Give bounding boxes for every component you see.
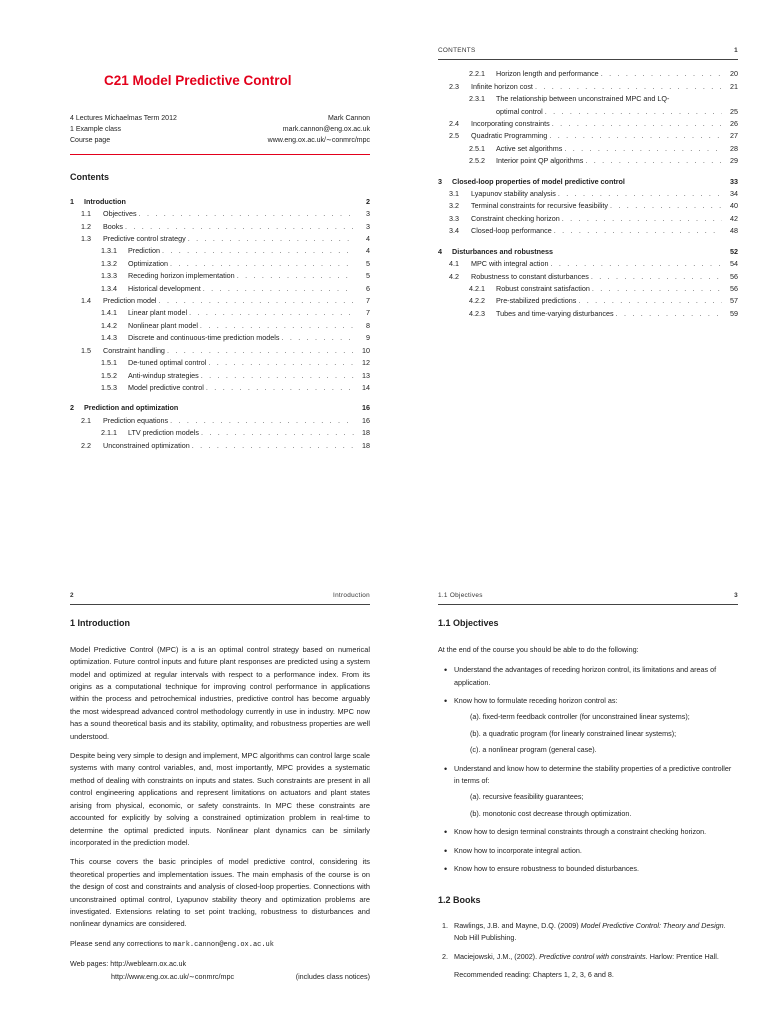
toc-title: Interior point QP algorithms — [496, 156, 584, 166]
toc-title: Prediction equations — [103, 415, 169, 425]
toc-title: Discrete and continuous-time prediction models — [128, 333, 280, 343]
toc-title: Introduction — [84, 196, 126, 206]
web-link[interactable]: http://www.eng.ox.ac.uk/∼conmrc/mpc — [111, 971, 235, 981]
toc-entry[interactable] — [438, 283, 738, 295]
toc-page-number: 2 — [366, 196, 370, 206]
toc-title: Horizon length and performance — [496, 69, 599, 79]
toc-leader-dots — [125, 221, 354, 233]
web-pages — [70, 958, 370, 983]
toc-page-number: 12 — [362, 358, 370, 368]
toc-leader-dots — [585, 155, 722, 167]
toc-leader-dots — [237, 270, 354, 282]
toc-number: 1.3.3 — [101, 271, 117, 281]
toc-leader-dots — [170, 415, 354, 427]
toc-entry[interactable] — [438, 155, 738, 167]
toc-number: 2.1.1 — [101, 428, 117, 438]
toc-entry[interactable] — [438, 258, 738, 270]
toc-page-number: 48 — [730, 226, 738, 236]
sub-item: (a). fixed-term feedback controller (for unconstrained linear systems); — [470, 712, 690, 722]
book-item — [438, 951, 738, 963]
toc-title: Closed-loop performance — [471, 226, 552, 236]
toc-leader-dots — [578, 295, 722, 307]
toc-leader-dots — [535, 81, 722, 93]
meta-left: 4 Lectures Michaelmas Term 2012 — [70, 115, 177, 123]
toc-entry[interactable] — [438, 118, 738, 130]
book-item — [438, 920, 738, 945]
toc-leader-dots — [591, 271, 722, 283]
toc-page-number: 29 — [730, 156, 738, 166]
section-heading: 1.1 Objectives — [438, 618, 499, 629]
meta-row — [70, 113, 370, 124]
meta-left: Course page — [70, 137, 111, 145]
toc-title: Closed-loop properties of model predictive control — [452, 176, 625, 186]
toc-number: 2.4 — [449, 119, 459, 129]
toc-page-number: 57 — [730, 296, 738, 306]
toc-leader-dots — [549, 130, 722, 142]
toc-number: 2.5 — [449, 131, 459, 141]
toc-entry[interactable] — [438, 225, 738, 237]
toc-number: 4.2 — [449, 271, 459, 281]
toc-leader-dots — [564, 143, 722, 155]
toc-page-number: 16 — [362, 403, 370, 413]
toc-number: 1.3.1 — [101, 246, 117, 256]
book-title: Predictive control with constraints. — [539, 951, 648, 961]
toc-title: LTV prediction models — [128, 428, 199, 438]
books-list — [438, 920, 738, 963]
toc-entry[interactable] — [438, 308, 738, 320]
toc-title: Optimization — [128, 258, 168, 268]
toc-entry[interactable] — [70, 332, 370, 344]
toc-number: 1.4.1 — [101, 308, 117, 318]
toc-leader-dots — [201, 427, 354, 439]
toc-leader-dots — [616, 308, 722, 320]
toc-entry[interactable] — [70, 440, 370, 452]
meta-row — [70, 124, 370, 135]
book-publisher: Harlow: Prentice Hall. — [647, 951, 719, 961]
running-header — [438, 45, 738, 60]
sub-item: (b). a quadratic program (for linearly constrained linear systems); — [470, 728, 677, 738]
toc-entry[interactable] — [70, 270, 370, 282]
toc-leader-dots — [592, 283, 722, 295]
toc-title: Unconstrained optimization — [103, 440, 190, 450]
toc-leader-dots — [192, 440, 354, 452]
toc-entry[interactable] — [70, 370, 370, 382]
toc-leader-dots — [159, 295, 354, 307]
page-2 — [438, 45, 738, 320]
list-item — [438, 763, 738, 821]
recommended-reading: Recommended reading: Chapters 1, 2, 3, 6 and 8. — [454, 970, 614, 980]
toc-title: Constraint handling — [103, 345, 165, 355]
toc-number: 2.2.1 — [469, 69, 485, 79]
toc-number: 1.5.2 — [101, 370, 117, 380]
header-right: Introduction — [333, 592, 370, 599]
toc-page-number: 20 — [730, 69, 738, 79]
toc-number: 3 — [438, 176, 442, 186]
toc-title: De-tuned optimal control — [128, 358, 207, 368]
toc-entry[interactable] — [438, 130, 738, 142]
list-item-text: Understand and know how to determine the stability properties of a predictive controller in terms of: — [454, 763, 732, 786]
toc-number: 1.5 — [81, 345, 91, 355]
toc-page-number: 56 — [730, 271, 738, 281]
toc-entry[interactable] — [70, 258, 370, 270]
toc-number: 3.4 — [449, 226, 459, 236]
corrections-email[interactable]: mark.cannon@eng.ox.ac.uk — [173, 940, 274, 949]
toc-leader-dots — [167, 345, 354, 357]
page-number: 3 — [734, 592, 738, 599]
toc-page-number: 9 — [366, 333, 370, 343]
toc-leader-dots — [562, 213, 722, 225]
list-item: • Know how to incorporate integral action. — [438, 845, 738, 857]
toc-page-number: 28 — [730, 143, 738, 153]
toc-entry[interactable] — [70, 283, 370, 295]
toc-page-number: 21 — [730, 81, 738, 91]
toc-page-number: 52 — [730, 246, 738, 256]
toc-entry[interactable] — [70, 357, 370, 369]
toc-number: 3.1 — [449, 189, 459, 199]
toc-number: 4.2.2 — [469, 296, 485, 306]
toc-number: 2 — [70, 403, 74, 413]
meta-left: 1 Example class — [70, 126, 121, 134]
section-heading: 1 Introduction — [70, 618, 130, 629]
toc-leader-dots — [200, 320, 354, 332]
book-author: Rawlings, J.B. and Mayne, D.Q. (2009) — [454, 920, 581, 930]
sub-item: (a). recursive feasibility guarantees; — [470, 792, 584, 802]
paragraph: Despite being very simple to design and implement, MPC algorithms can control large scale systems with many control variables, and, most importantly, MPC provides a systematic method of dealing with constraints on inputs and states. Such constraints are present in all control engineering applications and represent limitations on actuators and plant states arising from physical, economic, or safety constraints. In MPC these constraints are accounted for explicitly by solving a constrained optimization problem in real-time to determine the optimal predicted inputs. Nonlinear plant dynamics can be similarly incorporated in the prediction model. — [70, 751, 370, 847]
book-publisher: Nob Hill Publishing. — [454, 933, 517, 943]
toc-leader-dots — [551, 258, 723, 270]
toc-page-number: 14 — [362, 382, 370, 392]
web-label: Web pages: — [70, 959, 109, 969]
toc-number: 1.4.3 — [101, 333, 117, 343]
toc-title: optimal control — [496, 106, 543, 116]
web-line-1 — [70, 958, 370, 970]
toc-entry[interactable] — [438, 106, 738, 118]
toc-number: 1.3.4 — [101, 283, 117, 293]
header-left: 1.1 Objectives — [438, 592, 483, 599]
toc-page-number: 56 — [730, 283, 738, 293]
toc-entry[interactable] — [70, 307, 370, 319]
toc-leader-dots — [206, 382, 354, 394]
toc-title: Prediction — [128, 246, 160, 256]
list-item — [438, 695, 738, 757]
toc-page-number: 4 — [366, 234, 370, 244]
toc-title: Predictive control strategy — [103, 234, 186, 244]
toc-page-number: 10 — [362, 345, 370, 355]
running-header — [438, 590, 738, 605]
toc-title: Robustness to constant disturbances — [471, 271, 589, 281]
toc-entry[interactable] — [438, 271, 738, 283]
toc-number: 1.5.3 — [101, 382, 117, 392]
toc-entry[interactable] — [438, 143, 738, 155]
page-1 — [70, 45, 370, 452]
toc-title: Nonlinear plant model — [128, 320, 198, 330]
toc-chapter-entry[interactable] — [70, 402, 370, 414]
toc-title: Constraint checking horizon — [471, 213, 560, 223]
paragraph: This course covers the basic principles of model predictive control, considering its theoretical properties and implementation issues. The main emphasis of the course is on the design of cost and constraints and analysis of closed-loop properties. Connections with unconstrained optimal control, Lyapunov stability theory and optimization problems are investigated. Extensions relating to set point tracking, robustness to disturbances and nonlinear dynamics are considered. — [70, 857, 370, 929]
toc-title: Books — [103, 221, 123, 231]
toc-number: 2.5.1 — [469, 143, 485, 153]
book-number: 1. — [442, 920, 448, 930]
toc-page-number: 25 — [730, 106, 738, 116]
toc-title: Prediction model — [103, 296, 157, 306]
toc-title: Infinite horizon cost — [471, 81, 533, 91]
meta-right[interactable]: mark.cannon@eng.ox.ac.uk — [282, 126, 370, 134]
section-heading: 1.2 Books — [438, 894, 481, 905]
toc-leader-dots — [203, 283, 354, 295]
sub-item: (c). a nonlinear program (general case). — [470, 745, 597, 755]
corrections-text: Please send any corrections to — [70, 938, 174, 948]
page-number: 2 — [70, 592, 74, 599]
toc-title: Pre-stabilized predictions — [496, 296, 577, 306]
toc-leader-dots — [554, 225, 722, 237]
toc-leader-dots — [610, 200, 722, 212]
course-meta — [70, 113, 370, 146]
toc-leader-dots — [170, 258, 354, 270]
toc-number: 1.4.2 — [101, 320, 117, 330]
toc-leader-dots — [208, 357, 354, 369]
toc-page-number: 40 — [730, 201, 738, 211]
table-of-contents — [70, 196, 370, 452]
toc-chapter-entry[interactable] — [438, 246, 738, 258]
objectives-list — [438, 664, 738, 875]
toc-title: Lyapunov stability analysis — [471, 189, 556, 199]
toc-page-number: 7 — [366, 296, 370, 306]
toc-entry[interactable] — [438, 68, 738, 80]
toc-title: Linear plant model — [128, 308, 188, 318]
contents-heading: Contents — [70, 172, 109, 183]
toc-page-number: 7 — [366, 308, 370, 318]
toc-page-number: 34 — [730, 189, 738, 199]
book-title: Model Predictive Control: Theory and Design. — [580, 920, 726, 930]
toc-title: Quadratic Programming — [471, 131, 548, 141]
toc-leader-dots — [281, 332, 354, 344]
toc-page-number: 42 — [730, 213, 738, 223]
web-line-2 — [70, 971, 370, 983]
toc-entry[interactable] — [438, 213, 738, 225]
red-divider — [70, 154, 370, 155]
toc-number: 4.2.1 — [469, 283, 485, 293]
toc-number: 1.1 — [81, 209, 91, 219]
toc-entry[interactable] — [70, 221, 370, 233]
toc-title: Disturbances and robustness — [452, 246, 554, 256]
toc-number: 1.2 — [81, 221, 91, 231]
page-4 — [438, 590, 738, 982]
toc-page-number: 3 — [366, 221, 370, 231]
toc-number: 2.3 — [449, 81, 459, 91]
running-header — [70, 590, 370, 605]
meta-row — [70, 135, 370, 146]
toc-leader-dots — [189, 307, 354, 319]
toc-number: 3.2 — [449, 201, 459, 211]
toc-entry[interactable] — [70, 245, 370, 257]
toc-page-number: 8 — [366, 320, 370, 330]
toc-number: 2.3.1 — [469, 94, 485, 104]
toc-page-number: 5 — [366, 271, 370, 281]
toc-entry[interactable] — [70, 295, 370, 307]
toc-entry[interactable] — [438, 295, 738, 307]
toc-number: 2.2 — [81, 440, 91, 450]
toc-number: 1.4 — [81, 296, 91, 306]
table-of-contents-continued — [438, 68, 738, 320]
toc-number: 4.2.3 — [469, 308, 485, 318]
toc-number: 2.1 — [81, 415, 91, 425]
web-note: (includes class notices) — [295, 971, 370, 981]
page-number: 1 — [734, 47, 738, 54]
list-item: • Know how to ensure robustness to bounded disturbances. — [438, 863, 738, 875]
toc-chapter-entry[interactable] — [438, 176, 738, 188]
toc-number: 4.1 — [449, 259, 459, 269]
toc-number: 1 — [70, 196, 74, 206]
toc-chapter-entry[interactable] — [70, 196, 370, 208]
sub-item: (b). monotonic cost decrease through optimization. — [470, 808, 632, 818]
toc-number: 1.3 — [81, 234, 91, 244]
toc-number: 1.3.2 — [101, 258, 117, 268]
toc-entry[interactable] — [70, 427, 370, 439]
toc-page-number: 54 — [730, 259, 738, 269]
toc-title: Anti-windup strategies — [128, 370, 199, 380]
toc-entry[interactable] — [70, 345, 370, 357]
toc-number: 2.5.2 — [469, 156, 485, 166]
meta-right: Mark Cannon — [327, 115, 370, 123]
toc-entry[interactable] — [438, 93, 738, 105]
list-item-text: Know how to formulate receding horizon control as: — [454, 696, 618, 706]
toc-page-number: 33 — [730, 176, 738, 186]
paragraph: Model Predictive Control (MPC) is a is an optimal control strategy based on numerical optimization. Future control inputs and future plant responses are predicted using a system model and optimized at regular intervals with respect to a performance index. From its origins as a computational technique for improving control performance in applications within the process and petrochemical industries, predictive control has become arguably the most widespread advanced control methodology currently in use in industry. MPC now has a sound theoretical basis and its stability, optimality, and robustness properties are well understood. — [70, 644, 370, 741]
toc-entry[interactable] — [438, 188, 738, 200]
toc-leader-dots — [201, 370, 354, 382]
toc-page-number: 13 — [362, 370, 370, 380]
toc-leader-dots — [552, 118, 722, 130]
toc-page-number: 27 — [730, 131, 738, 141]
list-item: • Know how to design terminal constraints through a constraint checking horizon. — [438, 826, 738, 838]
toc-page-number: 5 — [366, 258, 370, 268]
toc-leader-dots — [545, 106, 722, 118]
toc-number: 3.3 — [449, 213, 459, 223]
toc-title: The relationship between unconstrained MPC and LQ- — [496, 94, 670, 104]
toc-page-number: 16 — [362, 415, 370, 425]
toc-title: Prediction and optimization — [84, 403, 179, 413]
document-title: C21 Model Predictive Control — [104, 73, 292, 88]
toc-leader-dots — [139, 208, 354, 220]
book-number: 2. — [442, 951, 448, 961]
toc-leader-dots — [162, 245, 354, 257]
web-link[interactable]: http://weblearn.ox.ac.uk — [110, 959, 187, 969]
toc-entry[interactable] — [70, 415, 370, 427]
toc-page-number: 3 — [366, 209, 370, 219]
toc-title: Objectives — [103, 209, 137, 219]
toc-entry[interactable] — [70, 233, 370, 245]
toc-title: Terminal constraints for recursive feasibility — [471, 201, 609, 211]
toc-entry[interactable] — [70, 382, 370, 394]
toc-page-number: 59 — [730, 308, 738, 318]
toc-title: Receding horizon implementation — [128, 271, 235, 281]
toc-title: Historical development — [128, 283, 201, 293]
toc-entry[interactable] — [438, 200, 738, 212]
meta-right[interactable]: www.eng.ox.ac.uk/∼conmrc/mpc — [267, 137, 370, 145]
toc-entry[interactable] — [438, 81, 738, 93]
toc-leader-dots — [558, 188, 722, 200]
toc-title: Tubes and time-varying disturbances — [496, 308, 614, 318]
list-item: • Understand the advantages of receding horizon control, its limitations and areas of application. — [438, 664, 738, 689]
toc-title: MPC with integral action — [471, 259, 549, 269]
header-left: CONTENTS — [438, 47, 476, 54]
corrections-line — [70, 938, 370, 951]
toc-page-number: 4 — [366, 246, 370, 256]
objectives-intro: At the end of the course you should be able to do the following: — [438, 644, 639, 654]
toc-page-number: 18 — [362, 440, 370, 450]
toc-leader-dots — [601, 68, 722, 80]
toc-title: Incorporating constraints — [471, 119, 550, 129]
toc-title: Robust constraint satisfaction — [496, 283, 590, 293]
toc-title: Model predictive control — [128, 382, 204, 392]
page-3 — [70, 590, 370, 983]
book-author: Maciejowski, J.M., (2002). — [454, 951, 540, 961]
toc-number: 1.5.1 — [101, 358, 117, 368]
toc-page-number: 6 — [366, 283, 370, 293]
toc-title: Active set algorithms — [496, 143, 563, 153]
toc-number: 4 — [438, 246, 442, 256]
toc-page-number: 26 — [730, 119, 738, 129]
toc-leader-dots — [188, 233, 354, 245]
toc-entry[interactable] — [70, 208, 370, 220]
toc-page-number: 18 — [362, 428, 370, 438]
toc-entry[interactable] — [70, 320, 370, 332]
